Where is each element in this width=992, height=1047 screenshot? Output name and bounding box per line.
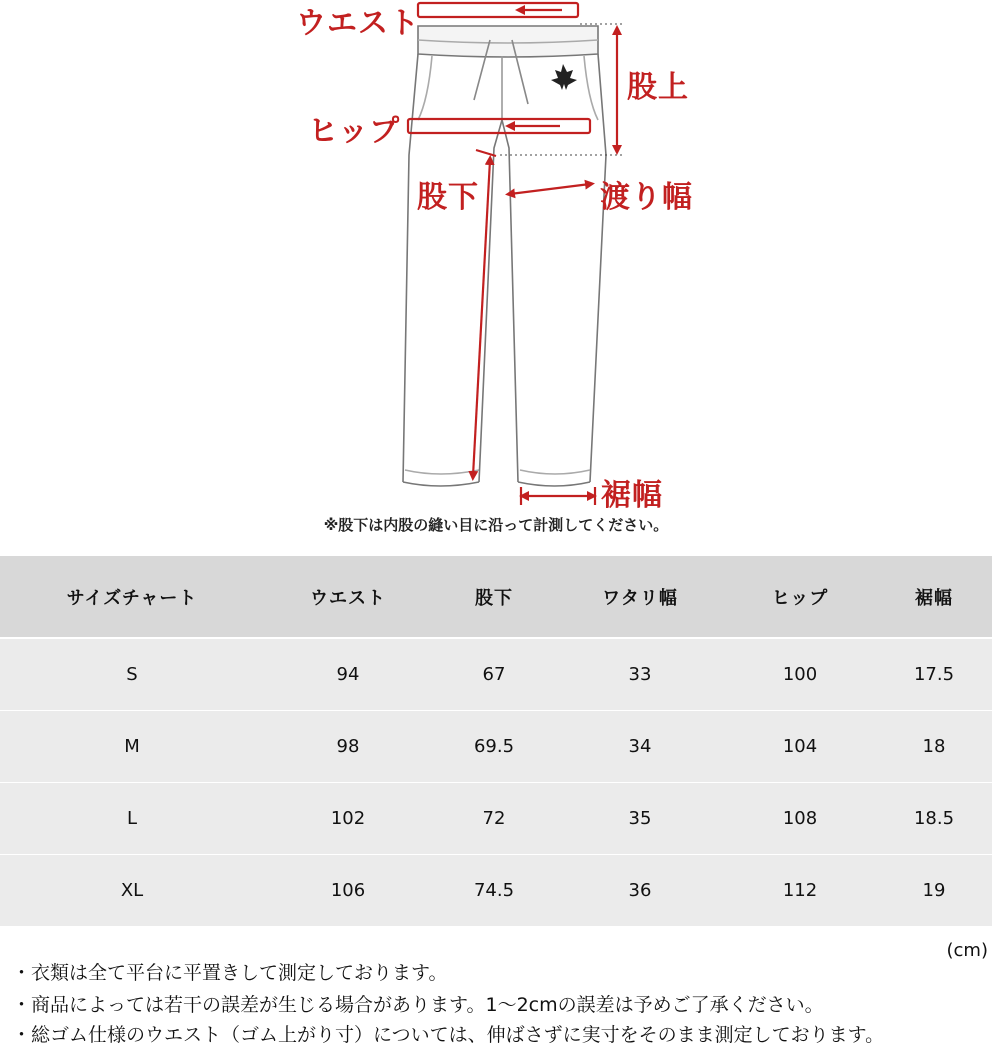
header-waist: ウエスト: [264, 556, 432, 638]
cell-size: S: [0, 638, 264, 710]
header-thigh: ワタリ幅: [556, 556, 724, 638]
label-thigh: 渡り幅: [600, 180, 693, 215]
cell-size: L: [0, 782, 264, 854]
cell-hip: 100: [724, 638, 876, 710]
label-rise: 股上: [627, 70, 689, 105]
header-hem: 裾幅: [876, 556, 992, 638]
table-header-row: [0, 556, 992, 638]
label-waist: ウエスト: [296, 6, 420, 41]
footnote-3: ・総ゴム仕様のウエスト（ゴム上がり寸）については、伸ばさずに実寸をそのまま測定しております。: [12, 1024, 885, 1046]
cell-thigh: 36: [556, 854, 724, 926]
inseam-note: ※股下は内股の縫い目に沿って計測してください。: [323, 516, 669, 534]
pants-outline: [403, 26, 606, 486]
footnote-1: ・衣類は全て平台に平置きして測定しております。: [12, 962, 448, 984]
table-row: [0, 638, 992, 710]
cell-waist: 102: [264, 782, 432, 854]
table-row: [0, 710, 992, 782]
size-chart-table: [0, 556, 992, 926]
cell-hip: 112: [724, 854, 876, 926]
label-hip: ヒップ: [308, 114, 401, 149]
cell-thigh: 33: [556, 638, 724, 710]
header-size-chart: サイズチャート: [0, 556, 264, 638]
table-row: [0, 782, 992, 854]
cell-inseam: 67: [432, 638, 556, 710]
label-hem: 裾幅: [601, 478, 663, 513]
cell-hip: 104: [724, 710, 876, 782]
cell-hem: 19: [876, 854, 992, 926]
cell-hem: 18: [876, 710, 992, 782]
cell-waist: 94: [264, 638, 432, 710]
cell-hip: 108: [724, 782, 876, 854]
table-row: [0, 854, 992, 926]
footnote-2: ・商品によっては若干の誤差が生じる場合があります。1〜2cmの誤差は予めご了承ください。: [12, 994, 824, 1016]
label-inseam: 股下: [417, 180, 479, 215]
cell-inseam: 72: [432, 782, 556, 854]
cell-inseam: 74.5: [432, 854, 556, 926]
header-inseam: 股下: [432, 556, 556, 638]
cell-waist: 106: [264, 854, 432, 926]
maple-leaf-icon: [551, 64, 577, 90]
cell-thigh: 34: [556, 710, 724, 782]
header-hip: ヒップ: [724, 556, 876, 638]
cell-inseam: 69.5: [432, 710, 556, 782]
cell-waist: 98: [264, 710, 432, 782]
cell-thigh: 35: [556, 782, 724, 854]
unit-label: (cm): [946, 940, 988, 961]
cell-hem: 17.5: [876, 638, 992, 710]
cell-hem: 18.5: [876, 782, 992, 854]
cell-size: XL: [0, 854, 264, 926]
cell-size: M: [0, 710, 264, 782]
